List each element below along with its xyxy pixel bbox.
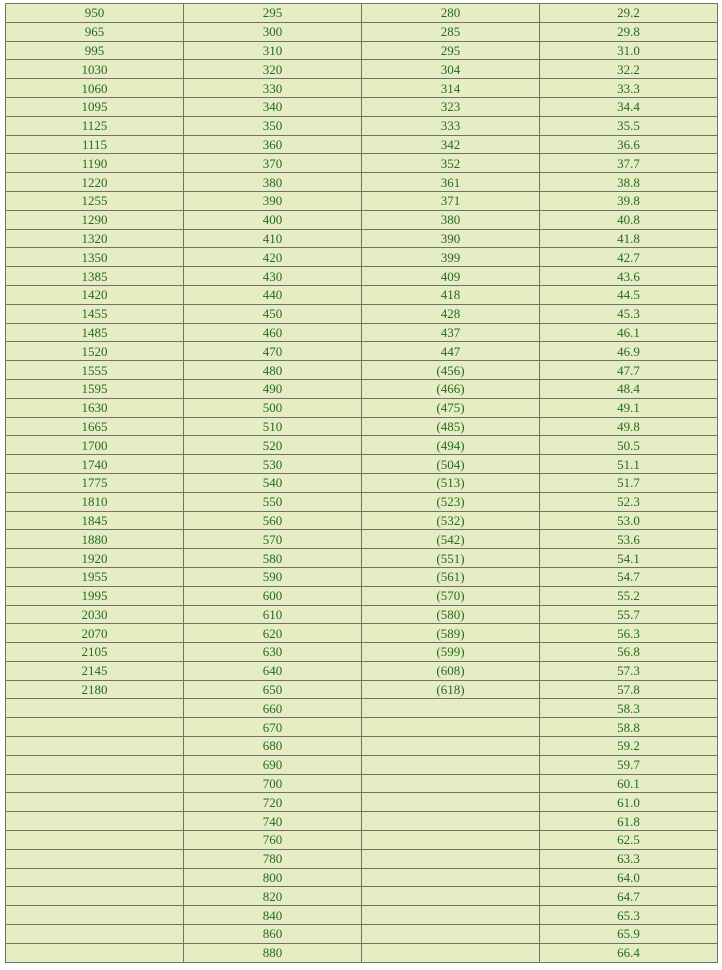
col-4-cell: 41.8 <box>540 229 718 248</box>
col-2-cell: 880 <box>184 943 362 962</box>
table-row <box>6 718 718 737</box>
col-4-cell: 53.0 <box>540 511 718 530</box>
col-1-cell: 1995 <box>6 586 184 605</box>
col-1-cell: 2145 <box>6 661 184 680</box>
col-2-cell: 295 <box>184 4 362 23</box>
col-3-cell: (494) <box>362 436 540 455</box>
col-1-cell <box>6 755 184 774</box>
col-4-cell: 40.8 <box>540 210 718 229</box>
col-4-cell: 39.8 <box>540 191 718 210</box>
col-3-cell <box>362 737 540 756</box>
table-row <box>6 154 718 173</box>
col-2-cell: 590 <box>184 567 362 586</box>
col-3-cell <box>362 699 540 718</box>
table-row <box>6 22 718 41</box>
col-3-cell: 371 <box>362 191 540 210</box>
col-4-cell: 59.7 <box>540 755 718 774</box>
col-4-cell: 52.3 <box>540 492 718 511</box>
col-3-cell: 409 <box>362 267 540 286</box>
col-3-cell <box>362 868 540 887</box>
col-2-cell: 800 <box>184 868 362 887</box>
col-4-cell: 35.5 <box>540 116 718 135</box>
col-2-cell: 670 <box>184 718 362 737</box>
col-2-cell: 630 <box>184 643 362 662</box>
col-3-cell: (618) <box>362 680 540 699</box>
col-1-cell: 1255 <box>6 191 184 210</box>
table-row <box>6 530 718 549</box>
table-row <box>6 304 718 323</box>
table-row <box>6 831 718 850</box>
col-1-cell: 1095 <box>6 97 184 116</box>
table-row <box>6 79 718 98</box>
col-2-cell: 510 <box>184 417 362 436</box>
col-3-cell <box>362 755 540 774</box>
table-row <box>6 812 718 831</box>
col-1-cell: 1920 <box>6 549 184 568</box>
col-2-cell: 390 <box>184 191 362 210</box>
col-3-cell <box>362 849 540 868</box>
col-2-cell: 500 <box>184 398 362 417</box>
col-3-cell <box>362 718 540 737</box>
col-3-cell: 380 <box>362 210 540 229</box>
col-1-cell <box>6 774 184 793</box>
col-3-cell: 428 <box>362 304 540 323</box>
col-2-cell: 820 <box>184 887 362 906</box>
col-2-cell: 560 <box>184 511 362 530</box>
col-4-cell: 61.0 <box>540 793 718 812</box>
col-4-cell: 54.7 <box>540 567 718 586</box>
table-row <box>6 586 718 605</box>
col-4-cell: 55.7 <box>540 605 718 624</box>
col-4-cell: 58.3 <box>540 699 718 718</box>
col-2-cell: 650 <box>184 680 362 699</box>
col-4-cell: 63.3 <box>540 849 718 868</box>
col-3-cell: (570) <box>362 586 540 605</box>
col-3-cell: 399 <box>362 248 540 267</box>
table-row <box>6 943 718 962</box>
col-3-cell <box>362 925 540 944</box>
col-2-cell: 300 <box>184 22 362 41</box>
table-row <box>6 473 718 492</box>
col-4-cell: 43.6 <box>540 267 718 286</box>
col-2-cell: 530 <box>184 455 362 474</box>
col-4-cell: 49.1 <box>540 398 718 417</box>
col-1-cell: 1880 <box>6 530 184 549</box>
col-2-cell: 470 <box>184 342 362 361</box>
col-2-cell: 780 <box>184 849 362 868</box>
col-3-cell <box>362 887 540 906</box>
col-3-cell: 447 <box>362 342 540 361</box>
col-1-cell: 1555 <box>6 361 184 380</box>
table-row <box>6 492 718 511</box>
table-row <box>6 849 718 868</box>
col-3-cell <box>362 793 540 812</box>
col-1-cell: 995 <box>6 41 184 60</box>
col-3-cell: (561) <box>362 567 540 586</box>
col-2-cell: 460 <box>184 323 362 342</box>
table-row <box>6 248 718 267</box>
col-3-cell: (456) <box>362 361 540 380</box>
col-3-cell: 323 <box>362 97 540 116</box>
col-3-cell: 352 <box>362 154 540 173</box>
col-2-cell: 410 <box>184 229 362 248</box>
table-row <box>6 116 718 135</box>
col-4-cell: 58.8 <box>540 718 718 737</box>
col-4-cell: 29.8 <box>540 22 718 41</box>
col-2-cell: 430 <box>184 267 362 286</box>
col-1-cell <box>6 699 184 718</box>
col-2-cell: 680 <box>184 737 362 756</box>
col-2-cell: 540 <box>184 473 362 492</box>
col-3-cell: (475) <box>362 398 540 417</box>
col-1-cell: 1845 <box>6 511 184 530</box>
col-4-cell: 65.3 <box>540 906 718 925</box>
col-1-cell: 1125 <box>6 116 184 135</box>
col-1-cell: 1520 <box>6 342 184 361</box>
col-4-cell: 56.8 <box>540 643 718 662</box>
col-3-cell: 342 <box>362 135 540 154</box>
col-4-cell: 53.6 <box>540 530 718 549</box>
table-row <box>6 925 718 944</box>
col-1-cell: 1775 <box>6 473 184 492</box>
col-2-cell: 700 <box>184 774 362 793</box>
col-2-cell: 740 <box>184 812 362 831</box>
col-4-cell: 44.5 <box>540 285 718 304</box>
col-4-cell: 46.1 <box>540 323 718 342</box>
col-3-cell: (580) <box>362 605 540 624</box>
col-1-cell <box>6 793 184 812</box>
col-2-cell: 450 <box>184 304 362 323</box>
col-3-cell: (551) <box>362 549 540 568</box>
col-3-cell: 280 <box>362 4 540 23</box>
col-2-cell: 720 <box>184 793 362 812</box>
col-1-cell <box>6 831 184 850</box>
table-row <box>6 41 718 60</box>
col-3-cell <box>362 943 540 962</box>
col-2-cell: 320 <box>184 60 362 79</box>
col-4-cell: 29.2 <box>540 4 718 23</box>
col-4-cell: 37.7 <box>540 154 718 173</box>
col-1-cell: 1190 <box>6 154 184 173</box>
col-2-cell: 550 <box>184 492 362 511</box>
col-1-cell: 1060 <box>6 79 184 98</box>
col-3-cell: 285 <box>362 22 540 41</box>
col-2-cell: 620 <box>184 624 362 643</box>
table-row <box>6 699 718 718</box>
col-3-cell: (513) <box>362 473 540 492</box>
col-3-cell: 295 <box>362 41 540 60</box>
col-1-cell: 1455 <box>6 304 184 323</box>
col-2-cell: 490 <box>184 379 362 398</box>
col-1-cell <box>6 849 184 868</box>
col-4-cell: 38.8 <box>540 173 718 192</box>
col-4-cell: 64.0 <box>540 868 718 887</box>
col-3-cell <box>362 906 540 925</box>
col-1-cell: 1595 <box>6 379 184 398</box>
table-row <box>6 323 718 342</box>
col-3-cell: (504) <box>362 455 540 474</box>
col-4-cell: 65.9 <box>540 925 718 944</box>
col-4-cell: 51.7 <box>540 473 718 492</box>
col-1-cell: 950 <box>6 4 184 23</box>
col-1-cell: 1220 <box>6 173 184 192</box>
col-3-cell: (589) <box>362 624 540 643</box>
col-3-cell: (523) <box>362 492 540 511</box>
table-row <box>6 173 718 192</box>
col-2-cell: 310 <box>184 41 362 60</box>
col-1-cell: 1115 <box>6 135 184 154</box>
col-1-cell <box>6 887 184 906</box>
col-4-cell: 66.4 <box>540 943 718 962</box>
col-4-cell: 54.1 <box>540 549 718 568</box>
table-row <box>6 229 718 248</box>
col-3-cell: 418 <box>362 285 540 304</box>
col-1-cell: 1320 <box>6 229 184 248</box>
col-1-cell: 2105 <box>6 643 184 662</box>
col-3-cell: 361 <box>362 173 540 192</box>
col-2-cell: 520 <box>184 436 362 455</box>
table-row <box>6 135 718 154</box>
table-row <box>6 398 718 417</box>
table-row <box>6 455 718 474</box>
col-4-cell: 59.2 <box>540 737 718 756</box>
col-1-cell <box>6 718 184 737</box>
col-1-cell: 1030 <box>6 60 184 79</box>
col-2-cell: 340 <box>184 97 362 116</box>
col-1-cell: 1700 <box>6 436 184 455</box>
table-row <box>6 774 718 793</box>
col-1-cell: 1385 <box>6 267 184 286</box>
col-1-cell: 1955 <box>6 567 184 586</box>
table-row <box>6 906 718 925</box>
col-1-cell: 2070 <box>6 624 184 643</box>
table-row <box>6 97 718 116</box>
col-3-cell: 304 <box>362 60 540 79</box>
col-2-cell: 350 <box>184 116 362 135</box>
col-4-cell: 33.3 <box>540 79 718 98</box>
col-4-cell: 49.8 <box>540 417 718 436</box>
col-1-cell: 1810 <box>6 492 184 511</box>
col-4-cell: 51.1 <box>540 455 718 474</box>
table-row <box>6 605 718 624</box>
table-row <box>6 755 718 774</box>
table-row <box>6 342 718 361</box>
col-1-cell: 1740 <box>6 455 184 474</box>
col-2-cell: 480 <box>184 361 362 380</box>
col-2-cell: 380 <box>184 173 362 192</box>
table-row <box>6 793 718 812</box>
col-4-cell: 45.3 <box>540 304 718 323</box>
col-4-cell: 36.6 <box>540 135 718 154</box>
col-4-cell: 60.1 <box>540 774 718 793</box>
col-2-cell: 690 <box>184 755 362 774</box>
col-2-cell: 610 <box>184 605 362 624</box>
col-3-cell: (485) <box>362 417 540 436</box>
col-2-cell: 420 <box>184 248 362 267</box>
col-1-cell: 2030 <box>6 605 184 624</box>
col-4-cell: 46.9 <box>540 342 718 361</box>
table-row <box>6 267 718 286</box>
col-1-cell: 1350 <box>6 248 184 267</box>
col-3-cell: (599) <box>362 643 540 662</box>
table-row <box>6 868 718 887</box>
col-1-cell: 965 <box>6 22 184 41</box>
col-2-cell: 840 <box>184 906 362 925</box>
col-1-cell: 1485 <box>6 323 184 342</box>
table-row <box>6 191 718 210</box>
col-2-cell: 580 <box>184 549 362 568</box>
col-2-cell: 600 <box>184 586 362 605</box>
col-3-cell: 390 <box>362 229 540 248</box>
col-3-cell: 333 <box>362 116 540 135</box>
table-row <box>6 60 718 79</box>
table-row <box>6 4 718 23</box>
table-row <box>6 361 718 380</box>
col-4-cell: 64.7 <box>540 887 718 906</box>
table-row <box>6 680 718 699</box>
col-3-cell: (542) <box>362 530 540 549</box>
col-2-cell: 660 <box>184 699 362 718</box>
col-3-cell: (466) <box>362 379 540 398</box>
col-1-cell <box>6 943 184 962</box>
table-row <box>6 436 718 455</box>
conversion-table <box>5 3 718 963</box>
col-2-cell: 570 <box>184 530 362 549</box>
col-4-cell: 57.8 <box>540 680 718 699</box>
table-row <box>6 567 718 586</box>
table-row <box>6 737 718 756</box>
col-3-cell <box>362 812 540 831</box>
col-3-cell: (532) <box>362 511 540 530</box>
col-2-cell: 640 <box>184 661 362 680</box>
col-1-cell <box>6 812 184 831</box>
col-2-cell: 370 <box>184 154 362 173</box>
col-2-cell: 330 <box>184 79 362 98</box>
col-1-cell: 1630 <box>6 398 184 417</box>
table-row <box>6 643 718 662</box>
col-3-cell: (608) <box>362 661 540 680</box>
table-row <box>6 210 718 229</box>
col-4-cell: 34.4 <box>540 97 718 116</box>
col-4-cell: 50.5 <box>540 436 718 455</box>
col-3-cell <box>362 774 540 793</box>
col-1-cell <box>6 906 184 925</box>
col-1-cell <box>6 925 184 944</box>
col-4-cell: 32.2 <box>540 60 718 79</box>
col-4-cell: 31.0 <box>540 41 718 60</box>
col-2-cell: 400 <box>184 210 362 229</box>
col-1-cell: 2180 <box>6 680 184 699</box>
col-1-cell <box>6 737 184 756</box>
col-4-cell: 61.8 <box>540 812 718 831</box>
col-2-cell: 440 <box>184 285 362 304</box>
col-3-cell: 437 <box>362 323 540 342</box>
table-row <box>6 285 718 304</box>
table-row <box>6 661 718 680</box>
col-4-cell: 56.3 <box>540 624 718 643</box>
col-4-cell: 62.5 <box>540 831 718 850</box>
table-row <box>6 624 718 643</box>
col-1-cell: 1420 <box>6 285 184 304</box>
col-4-cell: 55.2 <box>540 586 718 605</box>
table-row <box>6 549 718 568</box>
col-4-cell: 57.3 <box>540 661 718 680</box>
data-table-container <box>5 3 717 963</box>
col-1-cell: 1665 <box>6 417 184 436</box>
table-body <box>6 4 718 963</box>
col-3-cell <box>362 831 540 850</box>
col-4-cell: 42.7 <box>540 248 718 267</box>
col-2-cell: 860 <box>184 925 362 944</box>
table-row <box>6 417 718 436</box>
col-3-cell: 314 <box>362 79 540 98</box>
col-4-cell: 47.7 <box>540 361 718 380</box>
col-1-cell: 1290 <box>6 210 184 229</box>
col-2-cell: 760 <box>184 831 362 850</box>
col-4-cell: 48.4 <box>540 379 718 398</box>
col-1-cell <box>6 868 184 887</box>
table-row <box>6 511 718 530</box>
table-row <box>6 887 718 906</box>
col-2-cell: 360 <box>184 135 362 154</box>
table-row <box>6 379 718 398</box>
